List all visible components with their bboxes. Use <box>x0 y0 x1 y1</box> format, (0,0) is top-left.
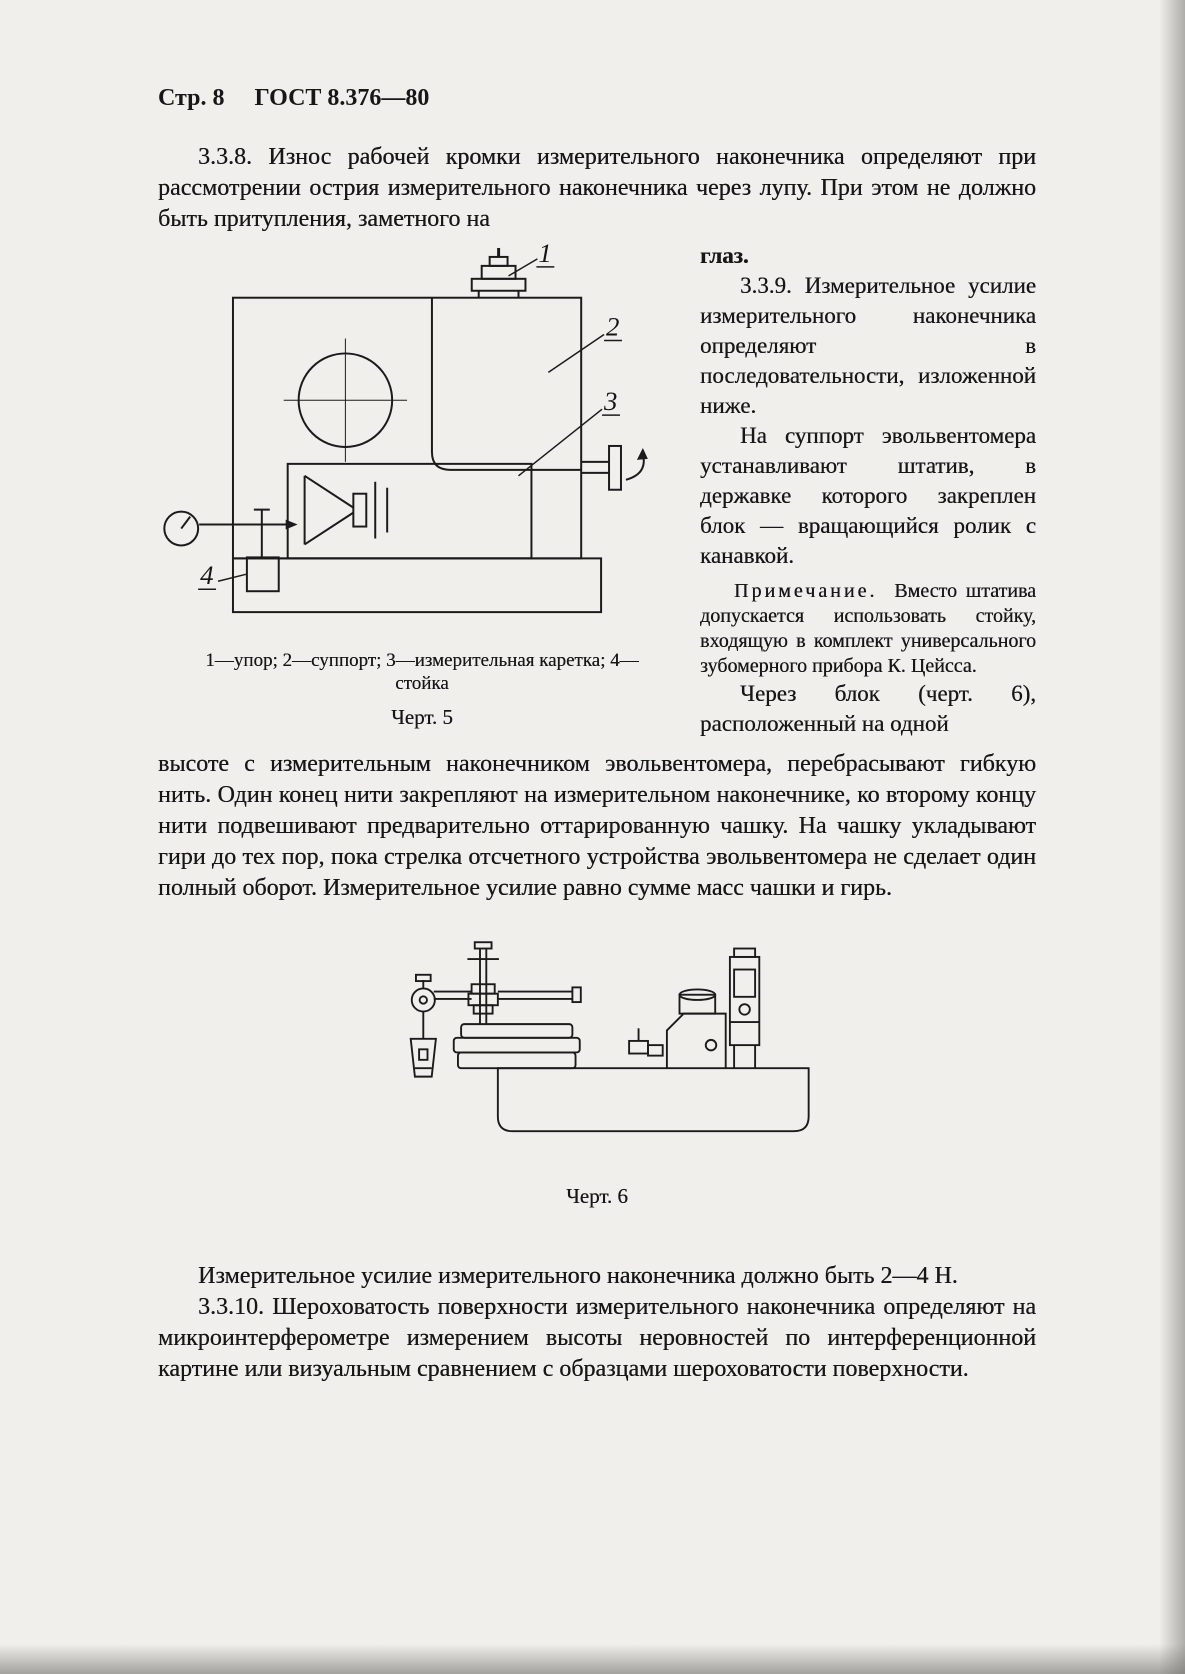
doc-code: ГОСТ 8.376—80 <box>254 85 430 111</box>
figure5-lines <box>164 248 648 612</box>
paragraph-3-3-9: 3.3.9. Измерительное усилие измерительного наконечника определяют в последовательности, изложенной ниже. <box>700 273 1036 418</box>
text-column <box>700 241 1036 739</box>
figure5-caption: 1—упор; 2—суппорт; 3—измерительная каретка; 4—стойка <box>205 650 639 694</box>
page-header <box>158 85 1036 112</box>
scan-shadow-right <box>1159 0 1185 1674</box>
paragraph-thread-procedure: высоте с измерительным наконечником эвольвентомера, перебрасывают гибкую нить. Один конец нити закрепляют на измерительном наконечнике, ко второму концу нити подвешивают предварительно оттарированную чашку. На чашку укладывают гири до тех пор, пока стрелка отсчетного устройства эвольвентомера не сделает один полный оборот. Измерительное усилие равно сумме масс чашки и гирь. <box>158 751 1036 901</box>
callout-2: 2 <box>606 311 620 342</box>
callout-4: 4 <box>200 560 214 591</box>
page-number: Стр. 8 <box>158 85 225 111</box>
paragraph-3-3-8-continuation: глаз. <box>700 243 749 268</box>
paragraph-through-block: Через блок (черт. 6), расположенный на одной <box>700 681 1036 736</box>
figure6-label: Черт. 6 <box>566 1184 628 1208</box>
paragraph-3-3-10: 3.3.10. Шероховатость поверхности измерительного наконечника определяют на микроинтерферометре измерением высоты неровностей по интерференционной картине или визуальным сравнением с образцами шероховатости поверхности. <box>158 1294 1036 1382</box>
paragraph-3-3-9b: На суппорт эвольвентомера устанавливают штатив, в державке которого закреплен блок — вращающийся ролик с канавкой. <box>700 423 1036 568</box>
page-content <box>158 85 1036 1385</box>
note-text: Вместо штатива допускается использовать стойку, входящую в комплект универсального зубомерного прибора К. Цейсса. <box>700 580 1036 677</box>
figure5-drawing <box>158 243 686 633</box>
figure6-drawing <box>396 940 816 1145</box>
paragraph-3-3-8: 3.3.8. Износ рабочей кромки измерительного наконечника определяют при рассмотрении острия измерительного наконечника через лупу. При этом не должно быть притупления, заметного на <box>158 144 1036 232</box>
figure6-column <box>396 940 816 1150</box>
two-column-section <box>158 241 1036 739</box>
figure6-lines <box>411 942 809 1131</box>
note-label: Примечание. <box>734 580 878 602</box>
figure5-label: Черт. 5 <box>391 705 453 729</box>
figure5-column <box>158 241 686 739</box>
note-paragraph <box>700 579 1036 679</box>
scan-shadow-bottom <box>0 1644 1185 1674</box>
figure5-callouts <box>200 243 619 590</box>
paragraph-measuring-force: Измерительное усилие измерительного наконечника должно быть 2—4 Н. <box>198 1263 958 1289</box>
callout-1: 1 <box>538 243 552 268</box>
callout-3: 3 <box>604 386 618 417</box>
